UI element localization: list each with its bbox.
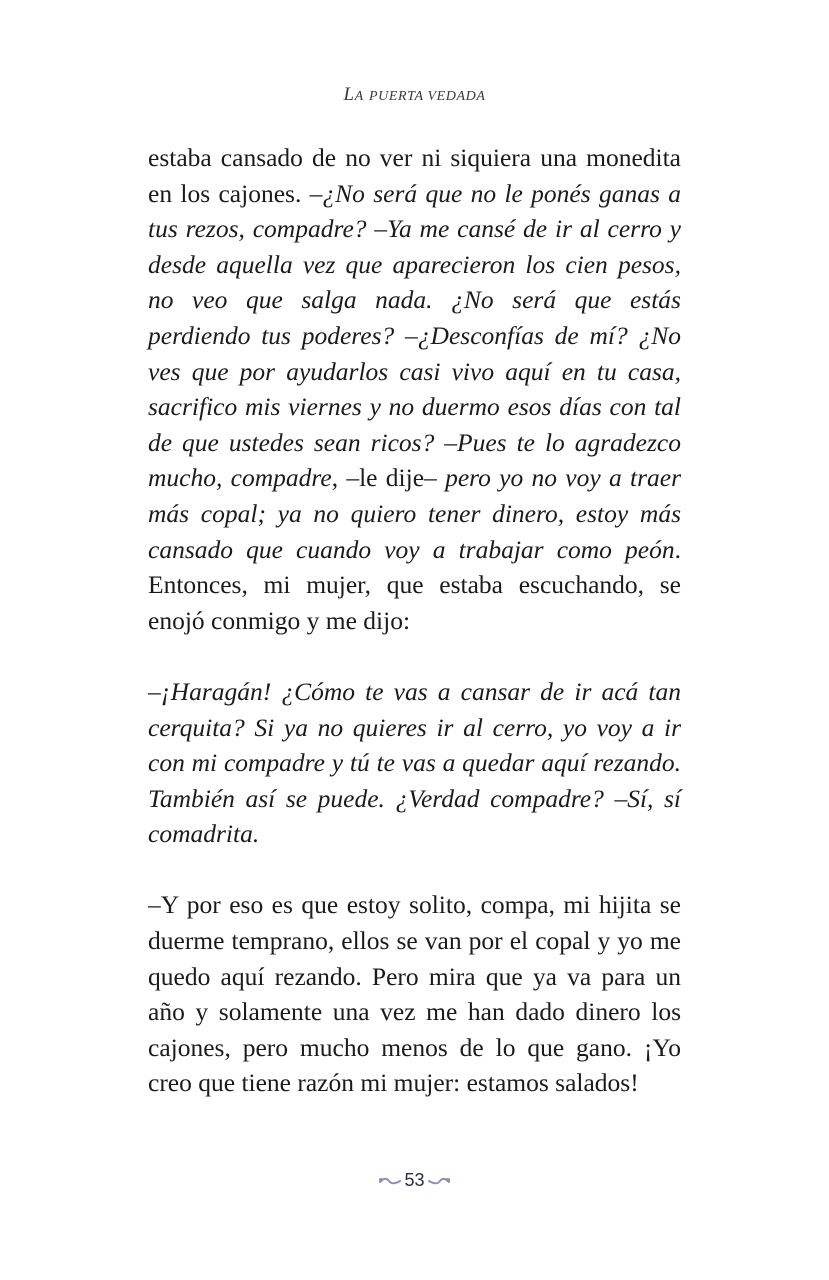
paragraph-2 [148,674,681,852]
text-segment: . Entonces, mi mujer, que estaba escuchando, se enojó conmigo y me dijo: [148,534,681,635]
page-folio [0,1170,829,1191]
scroll-flourish-icon [427,1175,451,1187]
header-rest: PUERTA VEDADA [368,89,486,104]
text-segment-italic: pero yo no voy a traer más copal; ya no quiero tener dinero, estoy más cansado que cuando voy a trabajar como peón [148,463,682,564]
text-segment-italic: –¡Haragán! ¿Cómo te vas a cansar de ir acá tan cerquita? Si ya no quieres ir al cerro, yo voy a ir con mi compadre y tú te vas a quedar aquí rezando. También así se puede. ¿Verdad compadre? –Sí, sí comadrita. [148,676,681,849]
header-initial: L [343,84,355,105]
text-segment: –Y por eso es que estoy solito, compa, mi hijita se duerme temprano, ellos se van por el copal y yo me quedo aquí rezando. Pero mira que ya va para un año y solamente una vez me han dado dinero los cajones, pero mucho menos de lo que gano. ¡Yo creo que tiene razón mi mujer: estamos salados! [148,890,681,1098]
page-number: 53 [404,1170,425,1190]
text-segment: estaba cansado de no ver ni siquiera una monedita en los cajones. [148,143,681,208]
paragraph-3 [148,887,681,1101]
paragraph-1 [148,140,681,638]
text-segment-italic: –¿No será que no le ponés ganas a tus rezos, compadre? –Ya me cansé de ir al cerro y desde aquella vez que aparecieron los cien pesos, no veo que salga nada. ¿No será que estás perdiendo tus poderes? –¿Desconfías de mí? ¿No ves que por ayudarlos casi vivo aquí en tu casa, sacrifico mis viernes y no duermo esos días con tal de que ustedes sean ricos? –Pues te lo agradezco mucho, compadre [148,178,682,493]
header-word1: A [354,89,364,104]
text-segment: , –le dije– [331,463,446,493]
body-text [148,140,681,1101]
scroll-flourish-icon [378,1175,402,1187]
running-header [0,84,829,106]
